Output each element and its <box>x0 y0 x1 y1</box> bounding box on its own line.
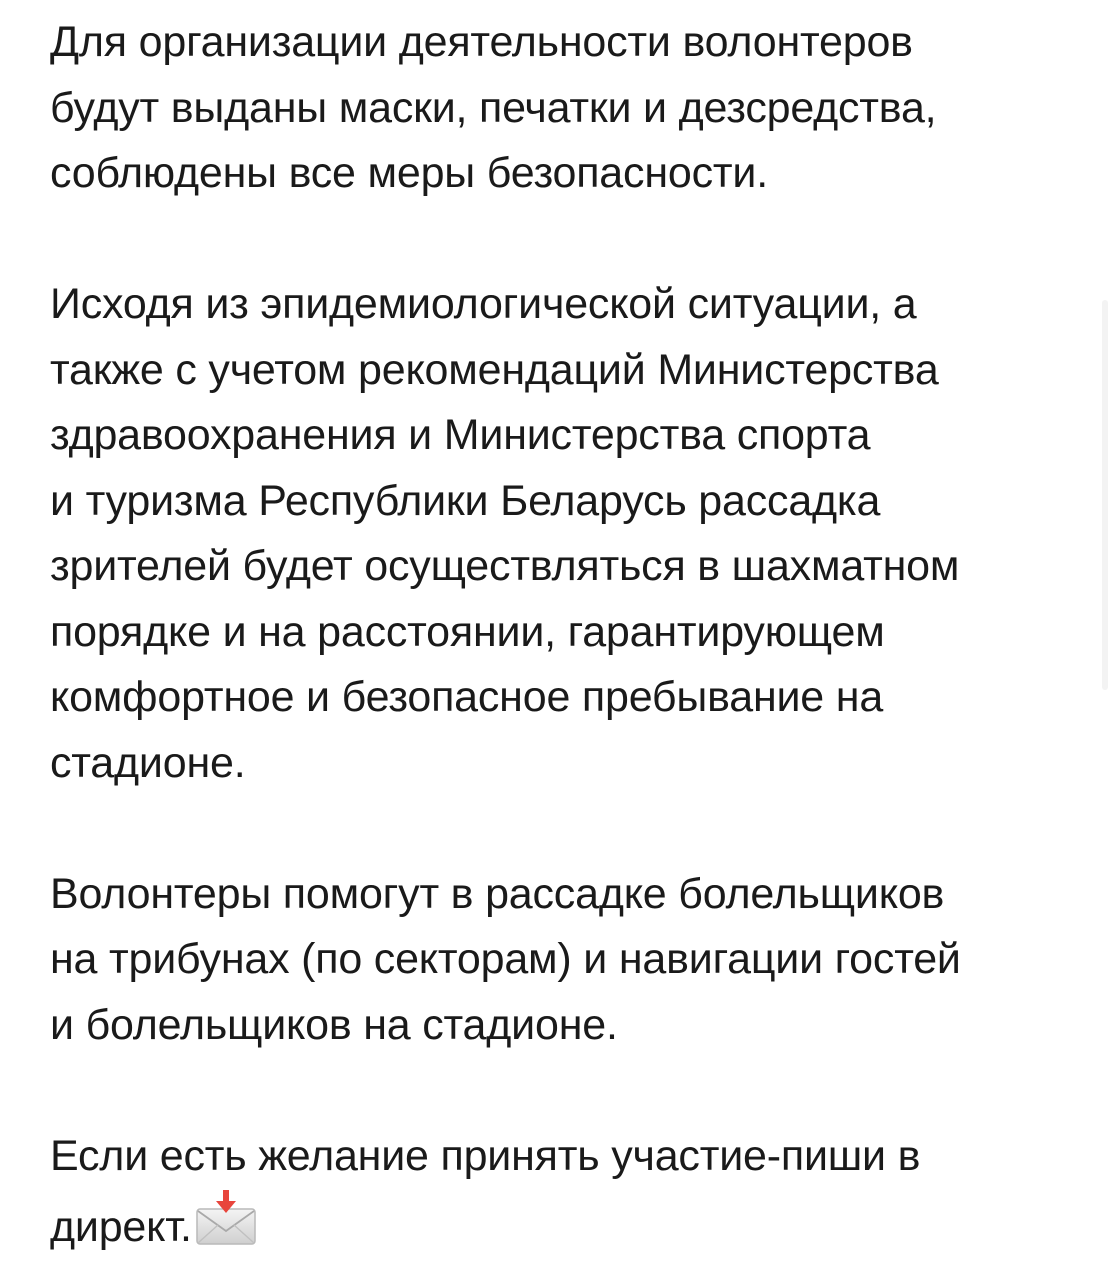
paragraph-spacer <box>50 1058 1090 1124</box>
text-segment: директ. <box>50 1203 192 1251</box>
text-line-with-icon <box>50 1189 1090 1267</box>
paragraph-volunteer-tasks <box>50 862 1090 1059</box>
text-line: соблюдены все меры безопасности. <box>50 149 768 197</box>
text-line: также с учетом рекомендаций Министерства <box>50 345 939 394</box>
text-line: порядке и на расстоянии, гарантирующем <box>50 607 885 656</box>
post-text <box>50 10 1090 1267</box>
paragraph-seating-rules <box>50 272 1090 796</box>
text-line: и болельщиков на стадионе. <box>50 1000 618 1049</box>
envelope-with-arrow-icon <box>194 1189 258 1267</box>
scrollbar-track[interactable] <box>1102 300 1108 690</box>
paragraph-spacer <box>50 207 1090 273</box>
text-line: Волонтеры помогут в рассадке болельщиков <box>50 869 945 918</box>
text-line: Для организации деятельности волонтеров <box>50 18 913 66</box>
text-line: Исходя из эпидемиологической ситуации, а <box>50 280 917 328</box>
paragraph-spacer <box>50 796 1090 862</box>
text-line: зрителей будет осуществляться в шахматном <box>50 542 960 590</box>
text-line: стадионе. <box>50 738 246 787</box>
text-line: комфортное и безопасное пребывание на <box>50 673 884 721</box>
text-line: здравоохранения и Министерства спорта <box>50 411 871 459</box>
paragraph-call-to-action <box>50 1124 1090 1267</box>
text-line: будут выданы маски, печатки и дезсредства, <box>50 83 937 132</box>
text-line: и туризма Республики Беларусь рассадка <box>50 476 881 525</box>
text-line: Если есть желание принять участие-пиши в <box>50 1131 921 1180</box>
paragraph-volunteer-equipment <box>50 10 1090 207</box>
text-line: на трибунах (по секторам) и навигации гостей <box>50 935 961 983</box>
